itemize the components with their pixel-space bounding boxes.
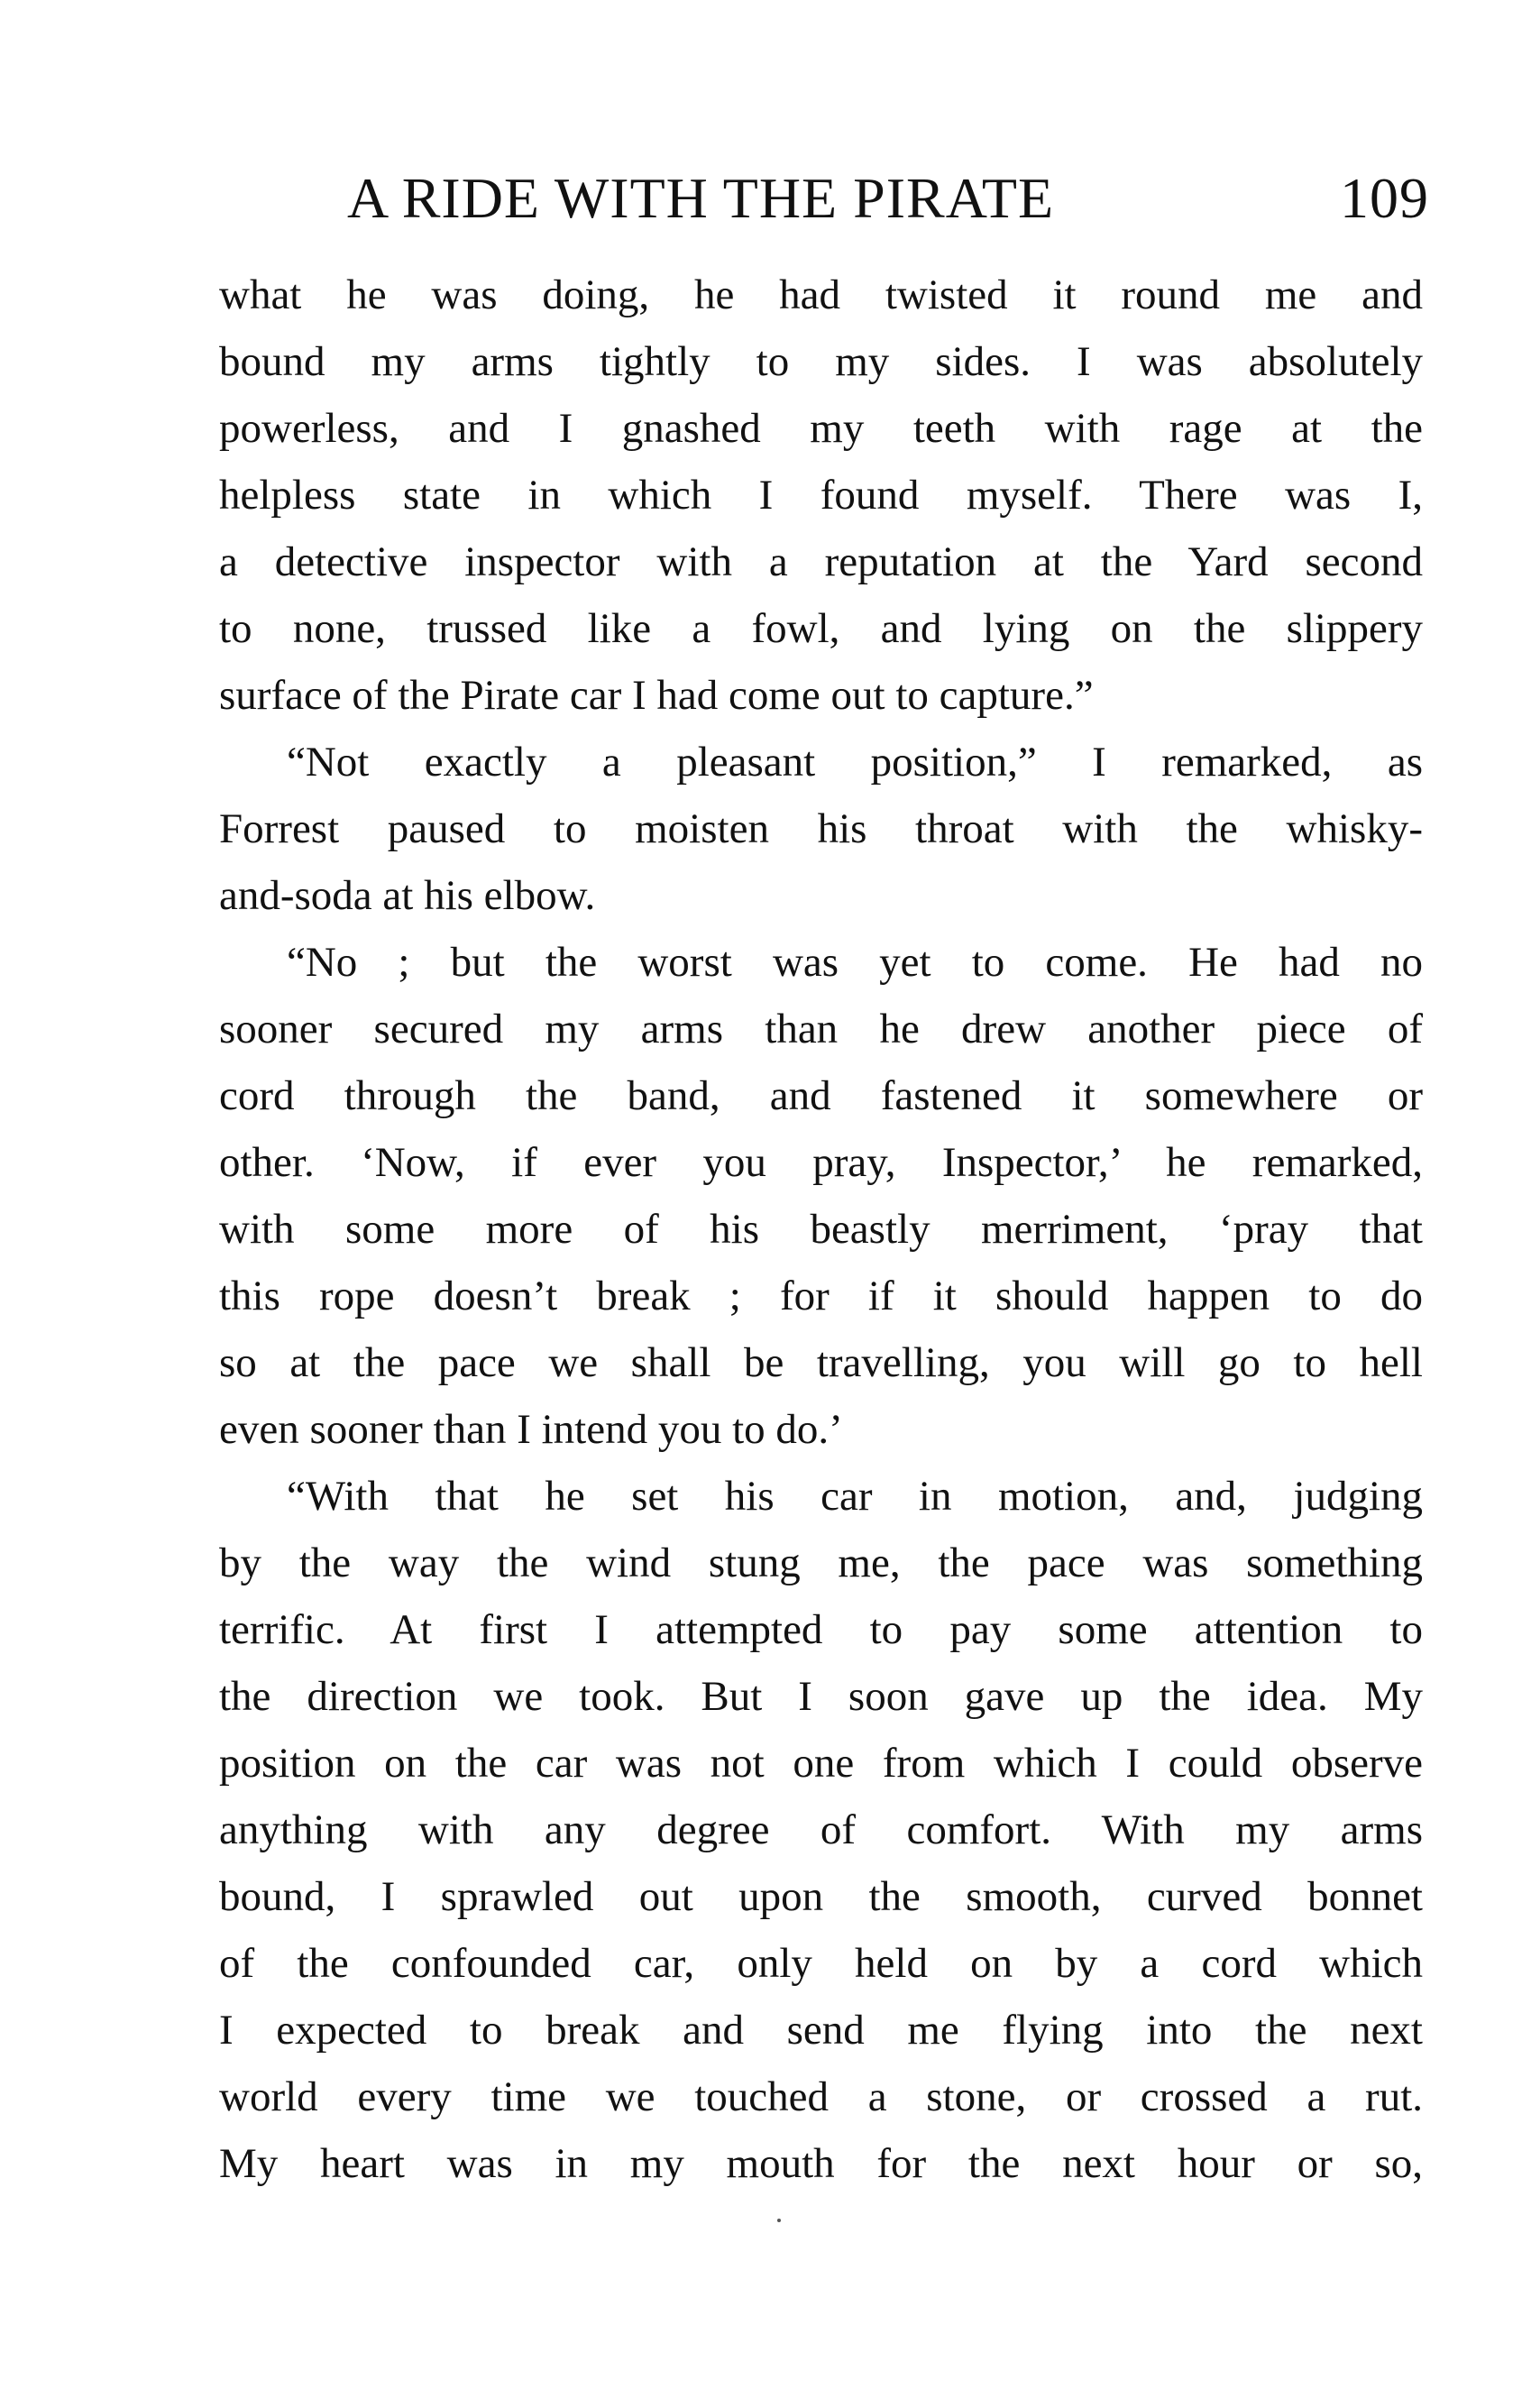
text-line: “No ; but the worst was yet to come. He had no <box>287 939 1423 986</box>
text-line: to none, trussed like a fowl, and lying on the slippery <box>219 605 1423 652</box>
text-line: world every time we touched a stone, or crossed a rut. <box>219 2073 1423 2120</box>
running-title: A RIDE WITH THE PIRATE <box>347 166 1055 230</box>
text-line: other. ‘Now, if ever you pray, Inspector,’ he remarked, <box>219 1139 1423 1186</box>
text-line: powerless, and I gnashed my teeth with rage at the <box>219 405 1423 452</box>
text-line: bound, I sprawled out upon the smooth, curved bonnet <box>219 1873 1423 1920</box>
text-line: surface of the Pirate car I had come out to capture.” <box>219 672 1094 719</box>
running-head <box>347 162 1429 234</box>
print-speck <box>777 2219 781 2222</box>
text-line: “Not exactly a pleasant position,” I remarked, as <box>287 739 1423 786</box>
text-line: sooner secured my arms than he drew another piece of <box>219 1006 1423 1052</box>
text-line: a detective inspector with a reputation at the Yard second <box>219 538 1423 585</box>
text-line: even sooner than I intend you to do.’ <box>219 1406 843 1453</box>
text-line: of the confounded car, only held on by a cord which <box>219 1940 1423 1987</box>
text-line: this rope doesn’t break ; for if it should happen to do <box>219 1273 1423 1319</box>
text-line: terrific. At first I attempted to pay some attention to <box>219 1606 1423 1653</box>
text-line: and-soda at his elbow. <box>219 872 596 919</box>
text-line: the direction we took. But I soon gave up the idea. My <box>219 1673 1423 1720</box>
text-line: so at the pace we shall be travelling, you will go to hell <box>219 1339 1423 1386</box>
text-line: what he was doing, he had twisted it round me and <box>219 271 1423 318</box>
text-line: I expected to break and send me flying into the next <box>219 2007 1423 2054</box>
text-line: Forrest paused to moisten his throat with the whisky- <box>219 805 1423 852</box>
text-line: bound my arms tightly to my sides. I was absolutely <box>219 338 1423 385</box>
text-line: anything with any degree of comfort. With my arms <box>219 1806 1423 1853</box>
text-line: My heart was in my mouth for the next hour or so, <box>219 2140 1423 2187</box>
text-line: “With that he set his car in motion, and, judging <box>287 1473 1423 1520</box>
text-line: cord through the band, and fastened it somewhere or <box>219 1072 1423 1119</box>
text-line: by the way the wind stung me, the pace was something <box>219 1539 1423 1586</box>
text-line: helpless state in which I found myself. There was I, <box>219 472 1423 519</box>
page-number: 109 <box>1340 166 1429 230</box>
text-line: with some more of his beastly merriment, ‘pray that <box>219 1206 1423 1253</box>
text-line: position on the car was not one from which I could observe <box>219 1740 1423 1787</box>
